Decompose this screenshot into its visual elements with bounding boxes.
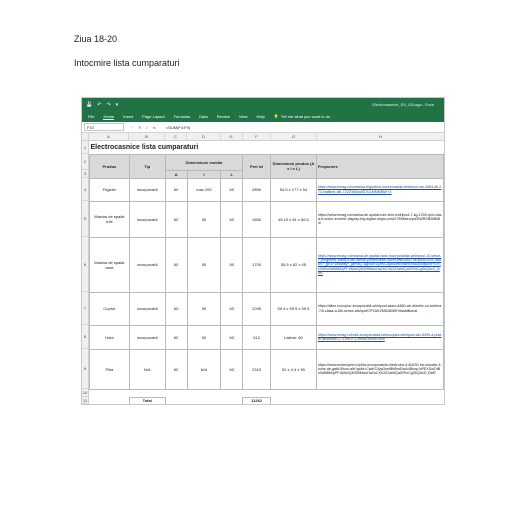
- table-row: [90, 178, 444, 201]
- select-all-corner[interactable]: [82, 133, 89, 140]
- header-pret[interactable]: Pret lei: [243, 154, 271, 178]
- cell-l[interactable]: 60: [221, 325, 243, 349]
- empty-cell[interactable]: [187, 389, 221, 397]
- cell-pret[interactable]: 2035: [243, 292, 271, 325]
- row-header[interactable]: 1: [82, 141, 88, 154]
- total-label[interactable]: Total: [129, 397, 165, 404]
- save-icon[interactable]: 💾: [86, 101, 93, 108]
- tab-home[interactable]: Home: [103, 113, 115, 119]
- cell-i[interactable]: 90: [187, 201, 221, 237]
- cell-tip[interactable]: incorporabil: [129, 178, 165, 201]
- column-header-f[interactable]: F: [243, 133, 271, 140]
- total-row: [90, 397, 444, 404]
- header-a[interactable]: A: [165, 170, 187, 178]
- cell-tip[interactable]: incorporabil: [129, 201, 165, 237]
- column-header-h[interactable]: H: [317, 133, 445, 140]
- cell-tip[interactable]: incorporabil: [129, 237, 165, 292]
- table-row: [90, 349, 444, 389]
- empty-cell[interactable]: [221, 397, 243, 404]
- undo-icon[interactable]: ↶: [97, 101, 102, 108]
- cell-l[interactable]: 60: [221, 201, 243, 237]
- shopping-list-table: [89, 141, 444, 405]
- cell-a[interactable]: 60: [165, 325, 187, 349]
- tell-me-box[interactable]: [274, 114, 330, 119]
- row-header[interactable]: 10: [82, 390, 88, 395]
- cell-l[interactable]: 60: [221, 349, 243, 389]
- cell-l[interactable]: 60: [221, 292, 243, 325]
- cell-produs[interactable]: Hota: [90, 325, 130, 349]
- tab-view[interactable]: View: [238, 114, 248, 119]
- empty-cell[interactable]: [316, 397, 443, 404]
- header-dimensiune-mobila[interactable]: Dimensiune mobila: [165, 154, 243, 170]
- empty-cell[interactable]: [90, 397, 130, 404]
- cell-a[interactable]: 60: [165, 292, 187, 325]
- cell-propunere-link[interactable]: https://www.mobexpert.ro/plita-incorporabila-electrolux-it-60430-ba-inductie-4-zone-de-gatit-59cm-alb?gclid=CjwKCAjw3ueiBhBmEiwA4BhspJxPEXSxIOtBu9d6f8kKpPFd5AhlQMSl9MwcHaZsCX6JO2sb5QalGRoCgSkQAvD_BwE: [316, 349, 443, 389]
- formula-bar: [82, 122, 444, 133]
- total-value[interactable]: 11262: [243, 397, 271, 404]
- lightbulb-icon: 💡: [273, 114, 279, 119]
- tab-formulas[interactable]: Formulas: [173, 114, 191, 119]
- confirm-icon[interactable]: ✓: [145, 124, 149, 130]
- cell-pret[interactable]: 2850: [243, 178, 271, 201]
- header-produs[interactable]: Produs: [90, 154, 130, 178]
- cell-i[interactable]: 90: [187, 237, 221, 292]
- header-tip[interactable]: Tip: [129, 154, 165, 178]
- column-header-a[interactable]: A: [89, 133, 129, 140]
- ribbon-tabs: [82, 111, 444, 122]
- excel-title-bar: [82, 98, 444, 111]
- quick-access-toolbar: [86, 102, 118, 108]
- empty-cell[interactable]: [165, 397, 187, 404]
- cell-a[interactable]: 60: [165, 237, 187, 292]
- more-icon: ⋮: [130, 124, 134, 130]
- row-header[interactable]: 6: [82, 237, 88, 292]
- row-header[interactable]: 7: [82, 292, 88, 325]
- empty-cell[interactable]: [243, 389, 271, 397]
- page-title: Ziua 18-20: [74, 34, 118, 44]
- excel-window: [81, 97, 445, 405]
- formula-icons: [124, 125, 162, 130]
- cell-propunere-link[interactable]: https://www.emag.ro/masina-de-spalat-vase-incorporabila-whirlpool-10-seturi-7-programe-clasa-e-6th-sense-powerclean-45cm-wsic3m27ce/pd/DGN3738BM/?_gl=1*1wfdnsy*_ga*MQ..&gclid=CjwKCAjw3ueiBhBmEiwA4BhspJxPEXSxIOtBu9d6f8kKpPFd5AhlQMSl9MwcHaZsCX6JO2sb5QalGRoCgSkQAvD_BwE: [316, 237, 443, 292]
- cell-tip[interactable]: N/A: [129, 349, 165, 389]
- empty-cell[interactable]: [165, 389, 187, 397]
- cell-i[interactable]: 60: [187, 325, 221, 349]
- cancel-icon[interactable]: ✕: [138, 124, 142, 130]
- column-headers: [82, 133, 445, 141]
- cell-produs[interactable]: Cuptor: [90, 292, 130, 325]
- tell-me-label: Tell me what you want to do: [280, 114, 331, 119]
- cell-dimensiuni[interactable]: 52 x 4.4 x 59: [271, 349, 317, 389]
- table-row: [90, 389, 444, 397]
- cell-propunere-link[interactable]: https://www.emag.ro/masina-de-spalat-rufe-slim-whirlpool-7-kg-1200-rpm-clasa-b-motor-inverter-display-big-digital-negru-wrsb7259bbeu/pd/DWRSBZMBB4/: [316, 201, 443, 237]
- worksheet: [89, 141, 444, 405]
- column-header-g[interactable]: G: [271, 133, 317, 140]
- window-title: Electrocasnice_SV_03Loga - Exce: [372, 102, 434, 107]
- empty-cell[interactable]: [271, 397, 317, 404]
- empty-cell[interactable]: [90, 389, 130, 397]
- row-header[interactable]: 5: [82, 201, 88, 237]
- redo-icon[interactable]: ↷: [106, 101, 111, 108]
- cell-l[interactable]: 60: [221, 178, 243, 201]
- cell-i[interactable]: N/A: [187, 349, 221, 389]
- cell-produs[interactable]: Frigider: [90, 178, 130, 201]
- tab-page-layout[interactable]: Page Layout: [142, 114, 165, 119]
- table-row: [90, 201, 444, 237]
- cell-tip[interactable]: incorporabil: [129, 292, 165, 325]
- cell-i[interactable]: max 200: [187, 178, 221, 201]
- header-i[interactable]: I: [187, 170, 221, 178]
- column-header-e[interactable]: E: [221, 133, 243, 140]
- cell-i[interactable]: 90: [187, 292, 221, 325]
- header-dimensiuni-produs[interactable]: Dimensiuni produs (A x I x L): [271, 154, 317, 178]
- tab-review[interactable]: Review: [216, 114, 230, 119]
- header-l[interactable]: L: [221, 170, 243, 178]
- table-row: [90, 292, 444, 325]
- cell-pret[interactable]: 512: [243, 325, 271, 349]
- row-header[interactable]: 8: [82, 325, 88, 349]
- customize-icon[interactable]: ▾: [115, 101, 119, 108]
- empty-cell[interactable]: [271, 389, 317, 397]
- cell-produs[interactable]: Masina de spalat vase: [90, 237, 130, 292]
- cell-produs[interactable]: Masina de spalat rufe: [90, 201, 130, 237]
- cell-dimensiuni[interactable]: 55.5 x 82 x 45: [271, 237, 317, 292]
- table-row: [90, 237, 444, 292]
- cell-dimensiuni[interactable]: Latime: 60: [271, 325, 317, 349]
- empty-cell[interactable]: [129, 389, 165, 397]
- empty-cell[interactable]: [187, 397, 221, 404]
- cell-l[interactable]: 50: [221, 237, 243, 292]
- empty-cell[interactable]: [221, 389, 243, 397]
- cell-tip[interactable]: incorporabil: [129, 325, 165, 349]
- cell-pret[interactable]: 1850: [243, 201, 271, 237]
- row-header[interactable]: 4: [82, 178, 88, 201]
- cell-dimensiuni[interactable]: 54.5 x 177 x 54: [271, 178, 317, 201]
- cell-dimensiuni[interactable]: 59.4 x 59.5 x 59.5: [271, 292, 317, 325]
- name-box[interactable]: F10: [84, 123, 124, 131]
- row-header[interactable]: 3: [83, 171, 87, 176]
- cell-pret[interactable]: 1700: [243, 237, 271, 292]
- table-row: [90, 325, 444, 349]
- cell-pret[interactable]: 2315: [243, 349, 271, 389]
- header-propunere[interactable]: Propunere: [316, 154, 443, 178]
- row-header[interactable]: 2: [82, 154, 88, 170]
- column-header-b[interactable]: B: [129, 133, 165, 140]
- cell-propunere-link[interactable]: https://www.emag.ro/combina-frigorifica-incorporabila-whirlpool-sm-4584-dfl-273-inaltime-alb-7222065/pd/D7DLMMMBM/?X: [316, 178, 443, 201]
- tab-file[interactable]: File: [88, 114, 95, 119]
- empty-cell[interactable]: [316, 389, 443, 397]
- column-header-d[interactable]: D: [187, 133, 221, 140]
- cell-a[interactable]: 60: [165, 178, 187, 201]
- cell-a[interactable]: 60: [165, 201, 187, 237]
- row-header[interactable]: 9: [82, 349, 88, 389]
- row-header[interactable]: 11: [82, 397, 88, 403]
- column-header-c[interactable]: C: [165, 133, 187, 140]
- sheet-title[interactable]: Electrocasnice lista cumparaturi: [90, 143, 199, 151]
- page-subtitle: Intocmire lista cumparaturi: [74, 58, 180, 68]
- formula-input[interactable]: =SUM(F4:F9): [165, 124, 191, 130]
- cell-produs[interactable]: Plita: [90, 349, 130, 389]
- tab-data[interactable]: Data: [199, 114, 208, 119]
- row-headers: [82, 141, 89, 404]
- tab-help[interactable]: Help: [256, 114, 265, 119]
- cell-a[interactable]: 60: [165, 349, 187, 389]
- function-icon[interactable]: fx: [152, 124, 156, 130]
- tab-insert[interactable]: Insert: [123, 114, 134, 119]
- cell-propunere-link[interactable]: https://altex.ro/cuptor-incorporabil-whirlpool-akzm-8480-wh-electric-cu-turbina-74l-clasa-a-6th-sense-alb/cpd/CPXAKZM8480WH/#additional: [316, 292, 443, 325]
- cell-propunere-link[interactable]: https://www.emag.ro/hota-incorporabila-telescopica-whirlpool-akr-5390-a-putere-absorbtie-271-mc-h-1-motor-60cm-inox: [316, 325, 443, 349]
- cell-dimensiuni[interactable]: 45.19 x 81 x 56.5: [271, 201, 317, 237]
